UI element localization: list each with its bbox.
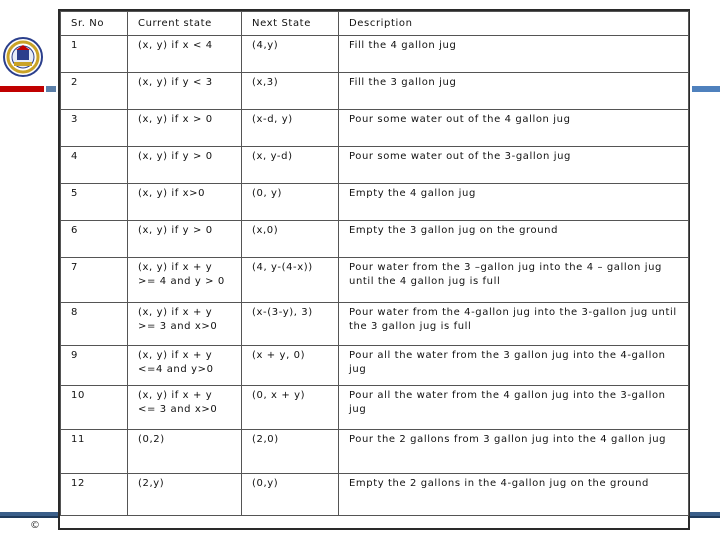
cell-sr: 8	[61, 303, 128, 346]
cell-desc: Empty the 2 gallons in the 4-gallon jug on the ground	[339, 474, 689, 516]
table-row	[61, 386, 689, 430]
cell-desc: Pour some water out of the 4 gallon jug	[339, 110, 689, 147]
header-next-state: Next State	[242, 12, 339, 36]
cell-current: (x, y) if x + y <= 3 and x>0	[128, 386, 242, 430]
cell-next: (4,y)	[242, 36, 339, 73]
table-row	[61, 221, 689, 258]
cell-current: (x, y) if x + y <=4 and y>0	[128, 346, 242, 386]
university-logo-icon	[2, 36, 44, 78]
table-row	[61, 430, 689, 474]
cell-current: (x, y) if y < 3	[128, 73, 242, 110]
cell-next: (x-d, y)	[242, 110, 339, 147]
cell-current: (x, y) if x + y >= 3 and x>0	[128, 303, 242, 346]
header-sr-no: Sr. No	[61, 12, 128, 36]
cell-next: (4, y-(4-x))	[242, 258, 339, 303]
cell-current: (x, y) if x < 4	[128, 36, 242, 73]
cell-next: (0,y)	[242, 474, 339, 516]
cell-next: (0, x + y)	[242, 386, 339, 430]
cell-sr: 6	[61, 221, 128, 258]
table-row	[61, 184, 689, 221]
cell-desc: Fill the 3 gallon jug	[339, 73, 689, 110]
cell-sr: 7	[61, 258, 128, 303]
table-row	[61, 73, 689, 110]
table-row	[61, 346, 689, 386]
cell-current: (x, y) if x + y >= 4 and y > 0	[128, 258, 242, 303]
cell-current: (2,y)	[128, 474, 242, 516]
cell-sr: 2	[61, 73, 128, 110]
cell-desc: Pour water from the 3 –gallon jug into the 4 – gallon jug until the 4 gallon jug is full	[339, 258, 689, 303]
cell-desc: Empty the 4 gallon jug	[339, 184, 689, 221]
decorative-blue-bar-right	[692, 86, 720, 92]
cell-sr: 3	[61, 110, 128, 147]
cell-sr: 11	[61, 430, 128, 474]
copyright-symbol: ©	[30, 520, 40, 531]
cell-desc: Pour all the water from the 4 gallon jug into the 3-gallon jug	[339, 386, 689, 430]
cell-sr: 9	[61, 346, 128, 386]
table-row	[61, 147, 689, 184]
cell-sr: 1	[61, 36, 128, 73]
cell-sr: 12	[61, 474, 128, 516]
decorative-blue-bar-left	[46, 86, 56, 92]
cell-current: (x, y) if y > 0	[128, 221, 242, 258]
cell-current: (0,2)	[128, 430, 242, 474]
table-row	[61, 258, 689, 303]
table-row	[61, 474, 689, 516]
cell-sr: 4	[61, 147, 128, 184]
cell-desc: Fill the 4 gallon jug	[339, 36, 689, 73]
table-row	[61, 303, 689, 346]
cell-current: (x, y) if x>0	[128, 184, 242, 221]
cell-desc: Pour the 2 gallons from 3 gallon jug into the 4 gallon jug	[339, 430, 689, 474]
cell-desc: Pour some water out of the 3-gallon jug	[339, 147, 689, 184]
cell-next: (2,0)	[242, 430, 339, 474]
cell-next: (x + y, 0)	[242, 346, 339, 386]
cell-sr: 5	[61, 184, 128, 221]
table-row	[61, 110, 689, 147]
production-rules-table-panel	[58, 9, 690, 530]
cell-desc: Empty the 3 gallon jug on the ground	[339, 221, 689, 258]
water-jug-production-rules-table	[60, 11, 689, 516]
decorative-red-bar	[0, 86, 44, 92]
cell-next: (x-(3-y), 3)	[242, 303, 339, 346]
cell-current: (x, y) if y > 0	[128, 147, 242, 184]
header-current-state: Current state	[128, 12, 242, 36]
cell-next: (x, y-d)	[242, 147, 339, 184]
cell-desc: Pour all the water from the 3 gallon jug into the 4-gallon jug	[339, 346, 689, 386]
cell-desc: Pour water from the 4-gallon jug into the 3-gallon jug until the 3 gallon jug is full	[339, 303, 689, 346]
header-description: Description	[339, 12, 689, 36]
cell-next: (0, y)	[242, 184, 339, 221]
table-row	[61, 36, 689, 73]
table-header-row	[61, 12, 689, 36]
cell-next: (x,0)	[242, 221, 339, 258]
cell-next: (x,3)	[242, 73, 339, 110]
cell-sr: 10	[61, 386, 128, 430]
cell-current: (x, y) if x > 0	[128, 110, 242, 147]
